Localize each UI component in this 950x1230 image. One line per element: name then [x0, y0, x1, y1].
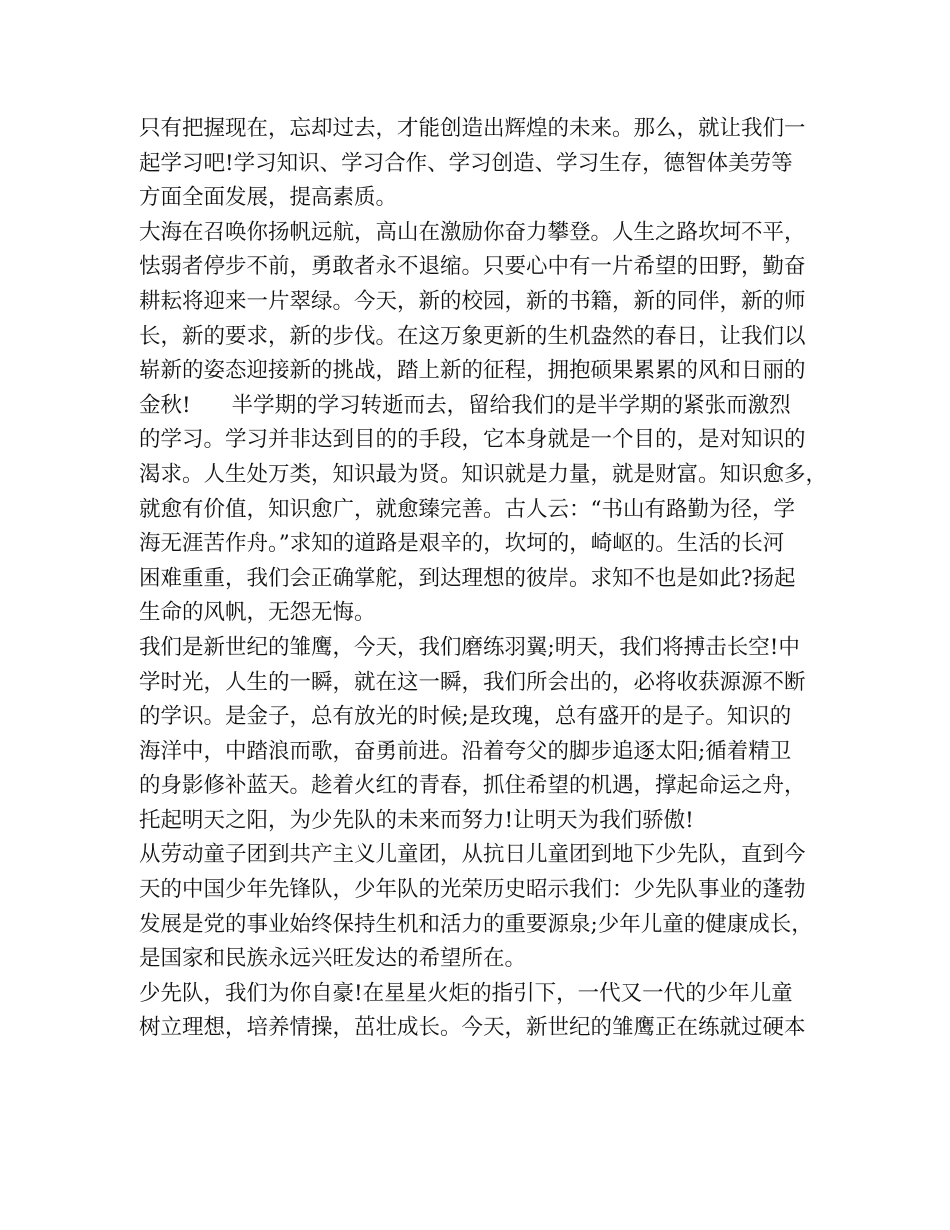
text-line: 方面全面发展，提高素质。	[139, 185, 398, 211]
text-line: 天的中国少年先锋队，少年队的光荣历史昭示我们：少先队事业的蓬勃	[139, 877, 806, 903]
text-line: 少先队，我们为你自豪!在星星火炬的指引下，一代又一代的少年儿童	[139, 980, 793, 1006]
text-line: 崭新的姿态迎接新的挑战，踏上新的征程，拥抱硕果累累的风和日丽的	[139, 358, 806, 384]
text-line: 托起明天之阳，为少先队的未来而努力!让明天为我们骄傲!	[139, 807, 694, 833]
text-line: 发展是党的事业始终保持生机和活力的重要源泉;少年儿童的健康成长，	[139, 911, 813, 937]
text-line: 耕耘将迎来一片翠绿。今天，新的校园，新的书籍，新的同伴，新的师	[139, 288, 806, 314]
text-line: 起学习吧!学习知识、学习合作、学习创造、学习生存，德智体美劳等	[139, 150, 793, 176]
text-line: 长，新的要求，新的步伐。在这万象更新的生机盎然的春日，让我们以	[139, 323, 806, 349]
text-line: 怯弱者停步不前，勇敢者永不退缩。只要心中有一片希望的田野，勤奋	[139, 254, 806, 280]
text-line: 困难重重，我们会正确掌舵，到达理想的彼岸。求知不也是如此?扬起	[139, 565, 796, 591]
text-line: 我们是新世纪的雏鹰，今天，我们磨练羽翼;明天，我们将搏击长空!中	[139, 634, 800, 660]
text-line: 生命的风帆，无怨无悔。	[139, 600, 376, 626]
text-line: 只有把握现在，忘却过去，才能创造出辉煌的未来。那么，就让我们一	[139, 116, 806, 141]
text-line: 的学识。是金子，总有放光的时候;是玫瑰，总有盛开的是子。知识的	[139, 704, 792, 730]
text-line: 金秋! 半学期的学习转逝而去，留给我们的是半学期的紧张而激烈	[139, 392, 791, 418]
text-line: 大海在召唤你扬帆远航，高山在激励你奋力攀登。人生之路坎坷不平，	[139, 219, 806, 245]
text-line: 的学习。学习并非达到目的的手段，它本身就是一个目的，是对知识的	[139, 427, 806, 453]
text-line: 就愈有价值，知识愈广，就愈臻完善。古人云：“书山有路勤为径，学	[139, 496, 795, 522]
text-line: 海无涯苦作舟。”求知的道路是艰辛的，坎坷的，崎岖的。生活的长河	[139, 531, 785, 557]
text-line: 的身影修补蓝天。趁着火红的青春，抓住希望的机遇，撑起命运之舟，	[139, 773, 806, 799]
document-body	[139, 112, 829, 1046]
text-line: 树立理想，培养情操，茁壮成长。今天，新世纪的雏鹰正在练就过硬本	[139, 1015, 806, 1041]
text-line: 学时光，人生的一瞬，就在这一瞬，我们所会出的，必将收获源源不断	[139, 669, 806, 695]
text-line: 渴求。人生处万类，知识最为贤。知识就是力量，就是财富。知识愈多，	[139, 461, 828, 487]
text-line: 是国家和民族永远兴旺发达的希望所在。	[139, 946, 527, 972]
text-line: 从劳动童子团到共产主义儿童团，从抗日儿童团到地下少先队，直到今	[139, 842, 806, 868]
text-line: 海洋中，中踏浪而歌，奋勇前进。沿着夸父的脚步追逐太阳;循着精卫	[139, 738, 792, 764]
